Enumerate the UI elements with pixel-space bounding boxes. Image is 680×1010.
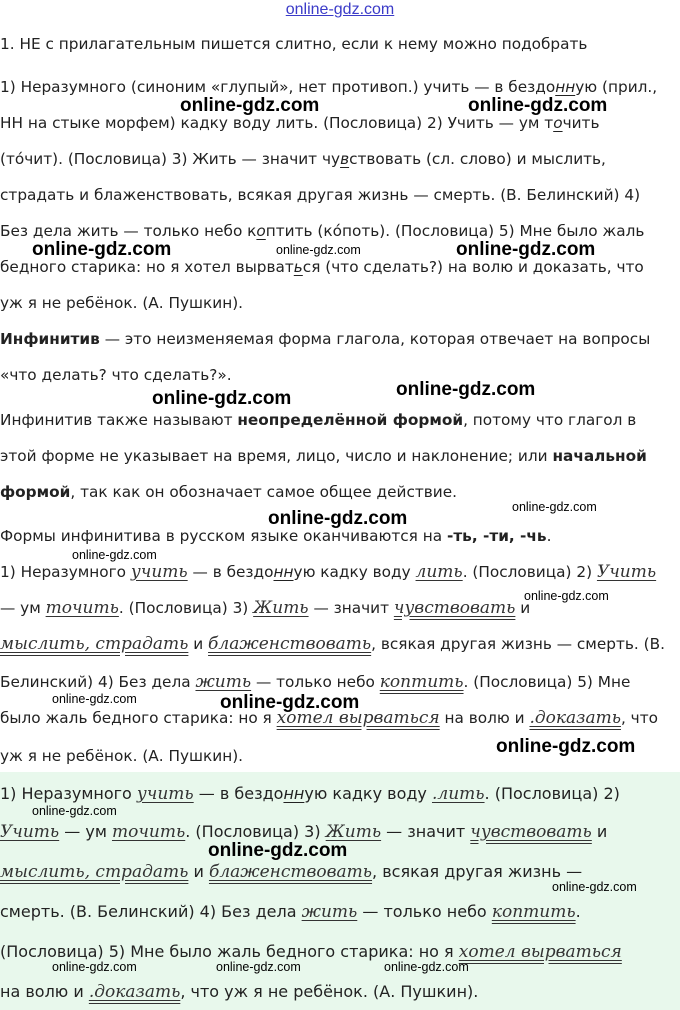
ex2-line-5: было жаль бедного старика: но я хотел вырваться на волю и .доказать, что (0, 708, 658, 728)
inf-line-5: формой, так как он обозначает самое общее действие. (0, 483, 458, 501)
ex2-line-6: уж я не ребёнок. (А. Пушкин). (0, 747, 244, 765)
ex3-line-4: смерть. (В. Белинский) 4) Без дела жить — только небо коптить. (0, 902, 581, 922)
watermark: online-gdz.com (384, 960, 469, 974)
ex1-line-7: уж я не ребёнок. (А. Пушкин). (0, 294, 244, 312)
watermark: online-gdz.com (552, 880, 637, 894)
ex3-line-5: (Пословица) 5) Мне было жаль бедного старика: но я хотел вырваться (0, 942, 622, 962)
ex1-line-4: страдать и блаженствовать, всякая другая жизнь — смерть. (В. Белинский) 4) (0, 186, 641, 204)
ex2-line-2: — ум точить. (Пословица) 3) Жить — значит чувствовать и (0, 598, 531, 618)
inf-line-1: Инфинитив — это неизменяемая форма глагола, которая отвечает на вопросы (0, 330, 651, 348)
site-link[interactable]: online-gdz.com (285, 1, 395, 18)
watermark: online-gdz.com (220, 692, 360, 713)
watermark: online-gdz.com (180, 95, 320, 116)
ex1-line-1: 1) Неразумного (синоним «глупый», нет противоп.) учить — в бездонную (прил., (0, 78, 658, 96)
watermark: online-gdz.com (276, 243, 361, 257)
watermark: online-gdz.com (496, 736, 636, 757)
ex1-line-6: бедного старика: но я хотел вырваться (что сделать?) на волю и доказать, что (0, 258, 644, 276)
inf-line-4: этой форме не указывает на время, лицо, число и наклонение; или начальной (0, 447, 647, 465)
watermark: online-gdz.com (524, 589, 609, 603)
inf-line-3: Инфинитив также называют неопределённой формой, потому что глагол в (0, 411, 637, 429)
watermark: online-gdz.com (52, 692, 137, 706)
ex2-line-4: Белинский) 4) Без дела жить — только небо коптить. (Пословица) 5) Мне (0, 672, 631, 692)
rule-text: 1. НЕ с прилагательным пишется слитно, если к нему можно подобрать (0, 35, 588, 53)
watermark: online-gdz.com (468, 95, 608, 116)
watermark: online-gdz.com (32, 239, 172, 260)
ex1-line-2: НН на стыке морфем) кадку воду лить. (Пословица) 2) Учить — ум точить (0, 114, 600, 132)
ex1-line-5: Без дела жить — только небо коптить (ко́поть). (Пословица) 5) Мне было жаль (0, 222, 645, 240)
ex2-line-1: 1) Неразумного учить — в бездонную кадку воду лить. (Пословица) 2) Учить (0, 562, 657, 582)
watermark: online-gdz.com (512, 500, 597, 514)
watermark: online-gdz.com (72, 548, 157, 562)
watermark: online-gdz.com (52, 960, 137, 974)
inf-line-2: «что делать? что сделать?». (0, 366, 232, 384)
ex3-line-6: на волю и .доказать, что уж я не ребёнок. (А. Пушкин). (0, 982, 479, 1002)
ex3-line-2: Учить — ум точить. (Пословица) 3) Жить — значит чувствовать и (0, 822, 608, 842)
ex3-line-3: мыслить, страдать и блаженствовать, всякая другая жизнь — (0, 862, 583, 882)
watermark: online-gdz.com (152, 388, 292, 409)
watermark: online-gdz.com (268, 508, 408, 529)
inf-line-6: Формы инфинитива в русском языке оканчиваются на -ть, -ти, -чь. (0, 527, 552, 545)
watermark: online-gdz.com (456, 239, 596, 260)
watermark: online-gdz.com (396, 379, 536, 400)
ex1-line-3: (то́чит). (Пословица) 3) Жить — значит чувствовать (сл. слово) и мыслить, (0, 150, 606, 168)
watermark: online-gdz.com (32, 804, 117, 818)
ex2-line-3: мыслить, страдать и блаженствовать, всякая другая жизнь — смерть. (В. (0, 634, 665, 654)
watermark: online-gdz.com (216, 960, 301, 974)
ex3-line-1: 1) Неразумного учить — в бездонную кадку воду .лить. (Пословица) 2) (0, 784, 620, 804)
watermark: online-gdz.com (208, 840, 348, 861)
